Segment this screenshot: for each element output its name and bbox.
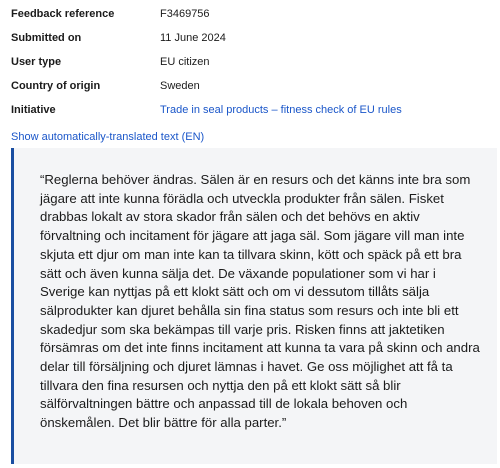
detail-row-country-of-origin (0, 74, 500, 98)
feedback-reference-label: Feedback reference (11, 8, 115, 20)
country-of-origin-label: Country of origin (11, 80, 101, 92)
detail-row-feedback-reference (0, 2, 500, 26)
submitted-on-label: Submitted on (11, 32, 82, 44)
user-type-value: EU citizen (160, 56, 210, 68)
detail-row-submitted-on (0, 26, 500, 50)
detail-row-user-type (0, 50, 500, 74)
country-of-origin-value: Sweden (160, 80, 200, 92)
show-translation-link[interactable]: Show automatically-translated text (EN) (11, 131, 205, 143)
submitted-on-value: 11 June 2024 (160, 32, 226, 44)
feedback-quote-box (11, 148, 497, 464)
initiative-label: Initiative (11, 104, 56, 116)
user-type-label: User type (11, 56, 62, 68)
feedback-text: “Reglerna behöver ändras. Sälen är en resurs och det känns inte bra som jägare att inte kunna förädla och utveckla produkter från sälen. Fisket drabbas lokalt av stora skador från sälen och det behövs en aktiv förvaltning och incitament för jägare att jaga säl. Som jägare vill man inte skjuta ett djur om man inte kan ta tillvara skinn, kött och späck på ett bra sätt och även kunna sälja det. De växande populationer som vi har i Sverige kan nyttjas på ett klokt sätt och om vi dessutom tillåts sälja sälprodukter kan djuret behålla sin fina status som resurs och inte bli ett skadedjur som ska bekämpas till varje pris. Risken finns att jaktetiken försämras om det inte finns incitament att kunna ta vara på skinn och andra delar till försäljning och djuret lämnas i havet. Ge oss möjlighet att få ta tillvara den fina resursen och nyttja den på ett klokt sätt så blir sälförvaltningen bättre och anpassad till de lokala behoven och önskemålen. Det blir bättre för alla parter.” (40, 172, 480, 431)
initiative-link[interactable]: Trade in seal products – fitness check of EU rules (160, 104, 402, 116)
feedback-reference-value: F3469756 (160, 8, 210, 20)
detail-row-initiative (0, 98, 500, 122)
